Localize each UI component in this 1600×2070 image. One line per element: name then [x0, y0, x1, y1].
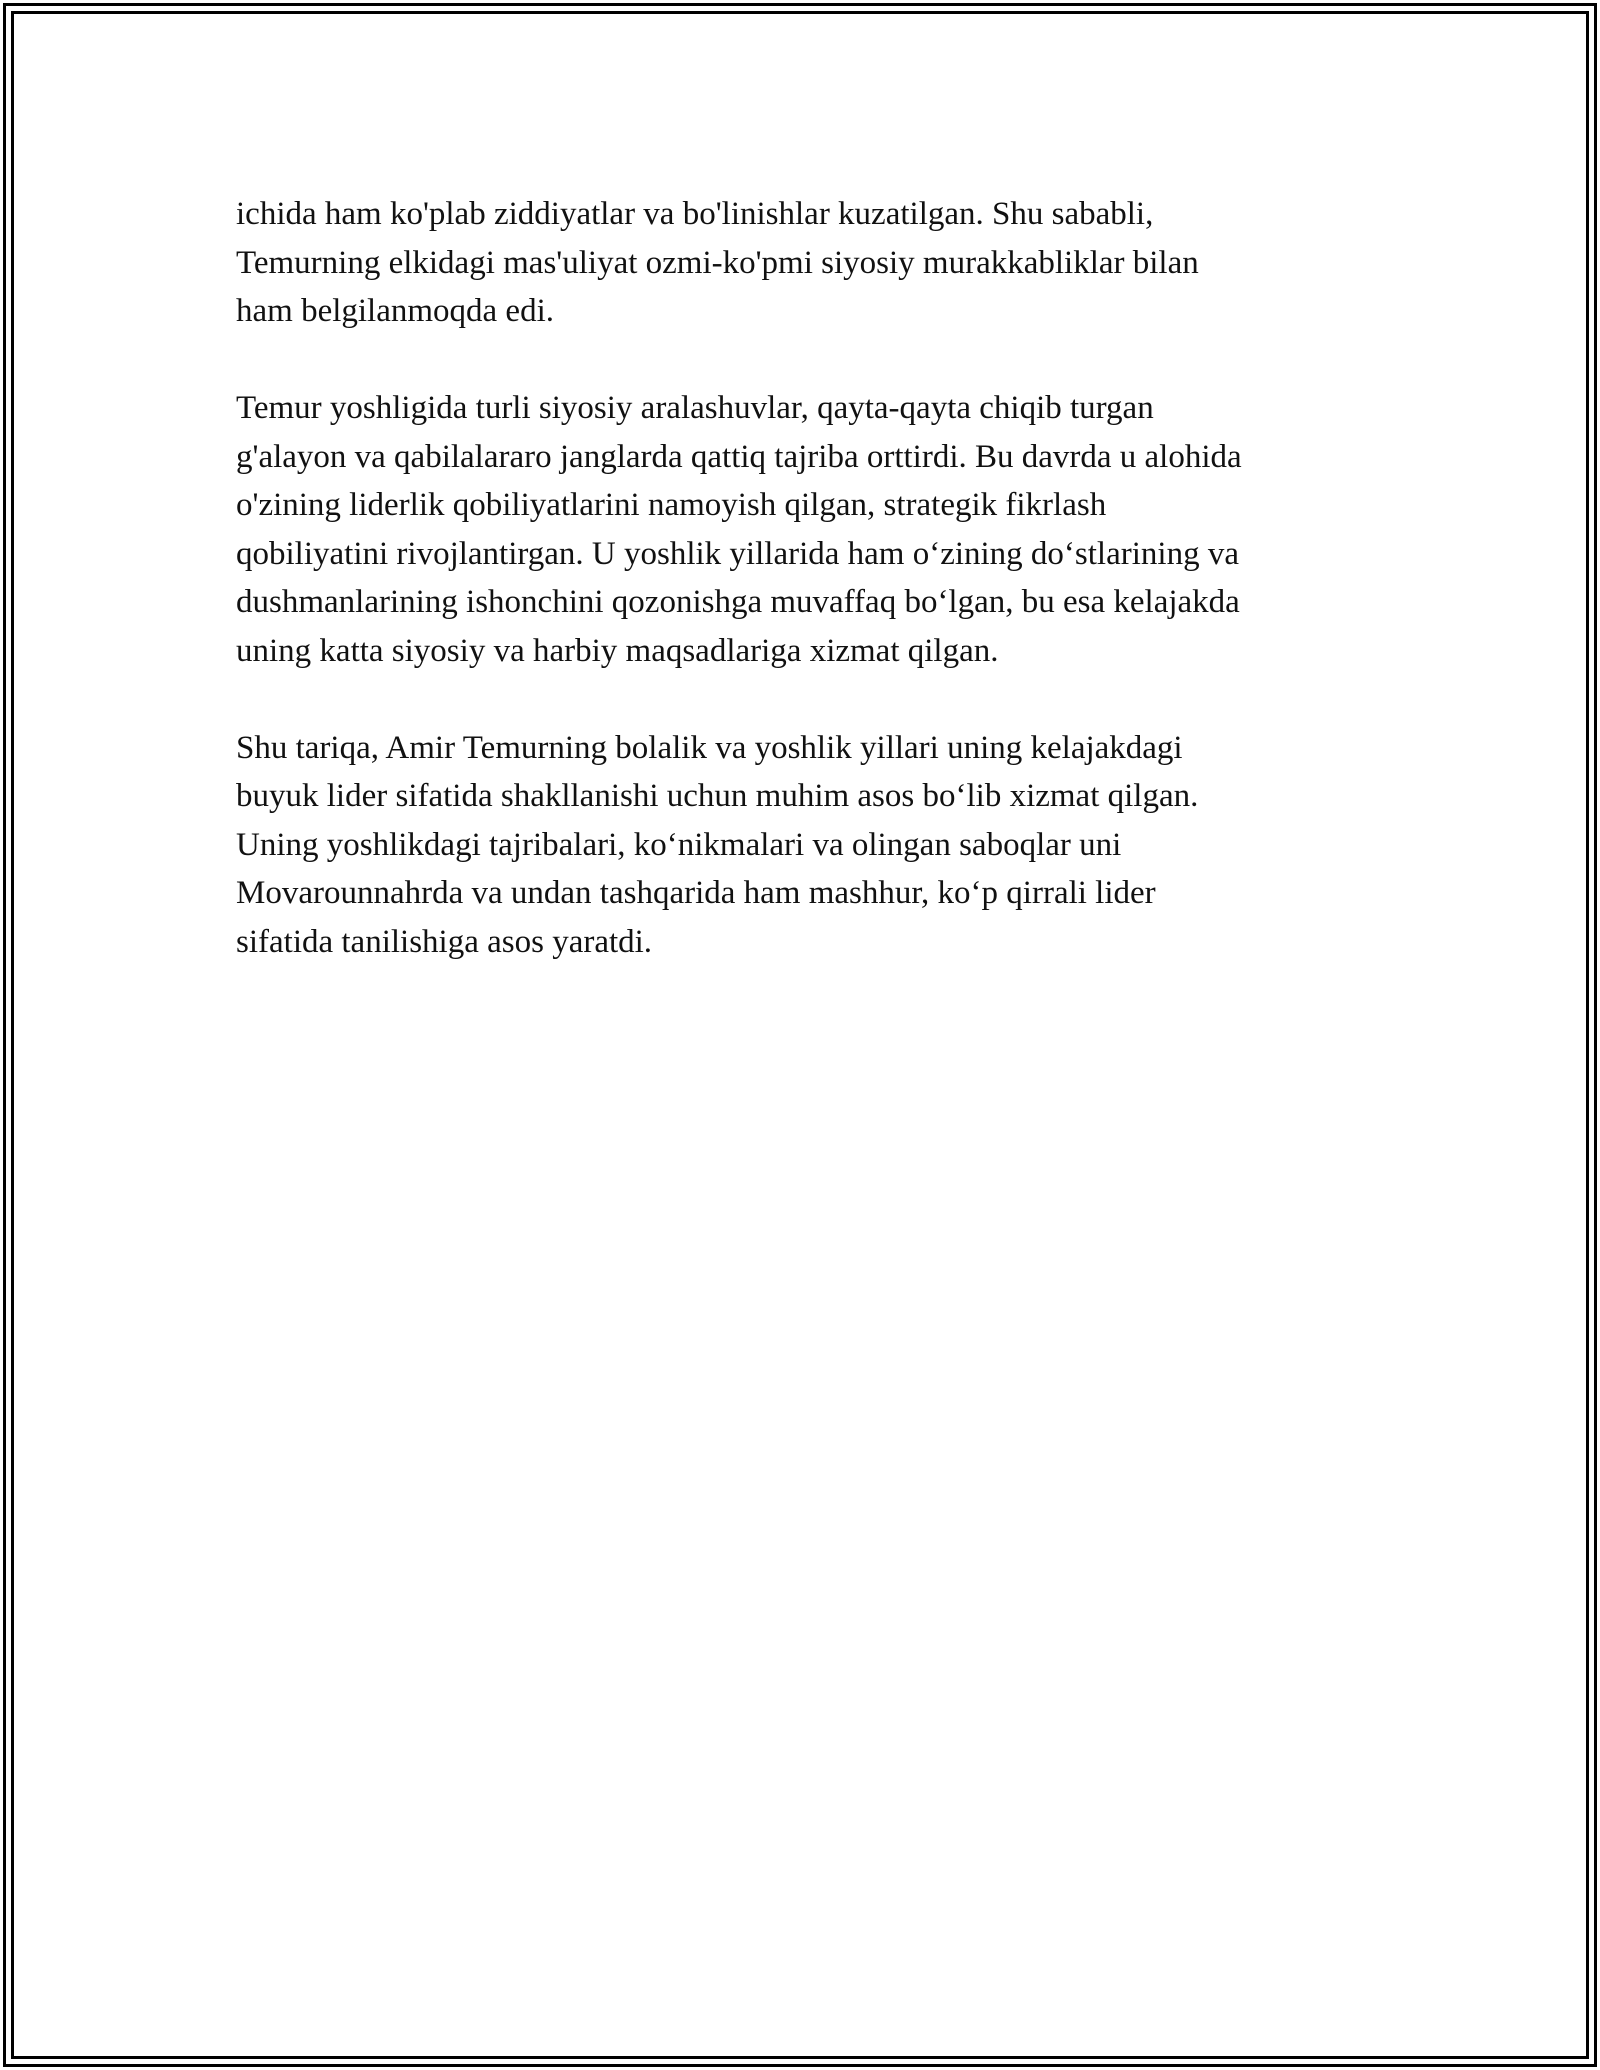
text-line: Shu tariqa, Amir Temurning bolalik va yoshlik yillari uning kelajakdagi	[236, 729, 1183, 766]
text-line: Temur yoshligida turli siyosiy aralashuvlar, qayta-qayta chiqib turgan	[236, 390, 1154, 426]
text-line: o'zining liderlik qobiliyatlarini namoyish qilgan, strategik fikrlash	[236, 487, 1107, 523]
text-line: sifatida tanilishiga asos yaratdi.	[236, 923, 653, 960]
text-line: uning katta siyosiy va harbiy maqsadlariga xizmat qilgan.	[236, 632, 999, 669]
text-line: buyuk lider sifatida shakllanishi uchun muhim asos bo‘lib xizmat qilgan.	[236, 778, 1199, 814]
text-line: ham belgilanmoqda edi.	[236, 293, 554, 329]
text-line: ichida ham ko'plab ziddiyatlar va bo'linishlar kuzatilgan. Shu sababli,	[236, 196, 1154, 232]
text-line: dushmanlarining ishonchini qozonishga muvaffaq bo‘lgan, bu esa kelajakda	[236, 584, 1240, 620]
text-line: Uning yoshlikdagi tajribalari, ko‘nikmalari va olingan saboqlar uni	[236, 826, 1122, 863]
paragraph-1	[236, 190, 1376, 336]
paragraph-2	[236, 384, 1376, 675]
text-line: Temurning elkidagi mas'uliyat ozmi-ko'pmi siyosiy murakkabliklar bilan	[236, 244, 1199, 281]
text-line: g'alayon va qabilalararo janglarda qattiq tajriba orttirdi. Bu davrda u alohida	[236, 438, 1242, 475]
document-body	[236, 190, 1376, 1015]
paragraph-3	[236, 724, 1376, 967]
text-line: Movarounnahrda va undan tashqarida ham mashhur, ko‘p qirrali lider	[236, 875, 1156, 911]
text-line: qobiliyatini rivojlantirgan. U yoshlik yillarida ham o‘zining do‘stlarining va	[236, 535, 1239, 572]
